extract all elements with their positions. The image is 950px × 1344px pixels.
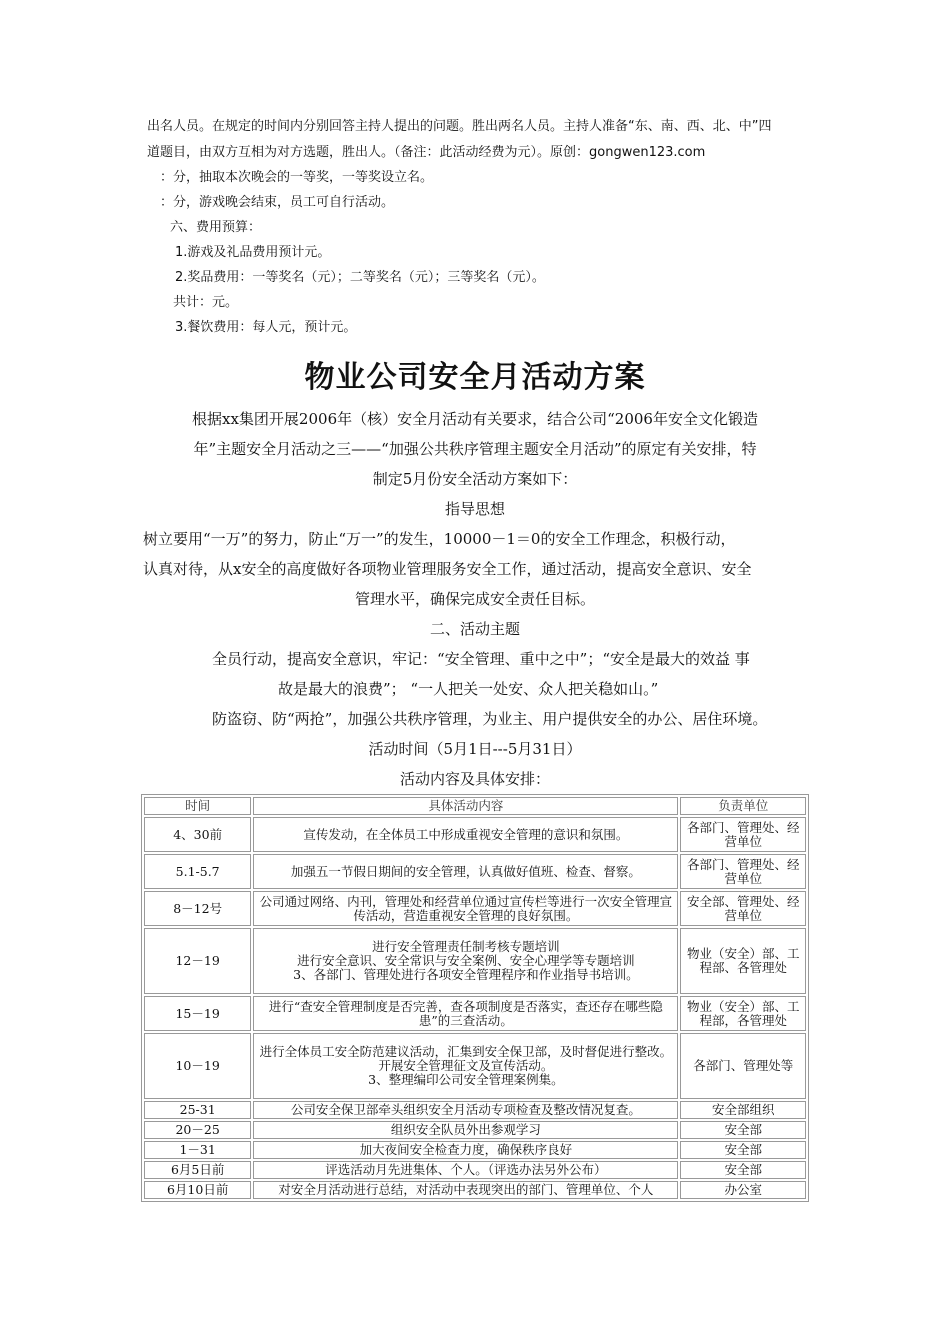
cell-unit: 各部门、管理处、经营单位	[680, 817, 806, 852]
cell-unit: 各部门、管理处、经营单位	[680, 854, 806, 889]
content-line: 3、整理编印公司安全管理案例集。	[368, 1072, 564, 1087]
table-row	[144, 928, 806, 994]
theme-line: 故是最大的浪费”； “一人把关一处安、众人把关稳如山。”	[278, 680, 659, 698]
section-heading: 二、活动主题	[429, 620, 520, 638]
table-row	[144, 817, 806, 852]
budget-item: 2.奖品费用：一等奖名（元）；二等奖名（元）；三等奖名（元）。	[175, 270, 545, 285]
column-header-unit: 负责单位	[680, 797, 806, 815]
table-row	[144, 1121, 806, 1139]
cell-content	[253, 1141, 678, 1159]
cell-time: 10－19	[144, 1033, 251, 1099]
cell-content	[253, 1181, 678, 1199]
table-row	[144, 854, 806, 889]
cell-time: 20－25	[144, 1121, 251, 1139]
cell-time: 8－12号	[144, 891, 251, 926]
content-line: 对安全月活动进行总结，对活动中表现突出的部门、管理单位、个人	[278, 1182, 654, 1197]
cell-time: 1－31	[144, 1141, 251, 1159]
cell-time: 25-31	[144, 1101, 251, 1119]
paragraph-line: 树立要用“一万”的努力，防止“万一”的发生，10000－1＝0的安全工作理念，积极行动，	[143, 530, 736, 548]
intro-line: 出名人员。在规定的时间内分别回答主持人提出的问题。胜出两名人员。主持人准备“东、南、西、北、中”四	[147, 119, 772, 134]
table-header-row	[144, 797, 806, 815]
table-caption: 活动内容及具体安排：	[399, 770, 550, 788]
cell-content	[253, 996, 678, 1031]
paragraph-line: 根据xx集团开展2006年（核）安全月活动有关要求，结合公司“2006年安全文化锻造	[192, 410, 758, 428]
intro-line: ：分，抽取本次晚会的一等奖，一等奖设立名。	[160, 170, 434, 185]
activity-time: 活动时间（5月1日---5月31日）	[368, 740, 582, 758]
budget-heading: 六、费用预算：	[170, 220, 262, 235]
cell-time: 4、30前	[144, 817, 251, 852]
section-heading: 指导思想	[444, 500, 505, 518]
cell-unit: 物业（安全）部、工程部、各管理处	[680, 928, 806, 994]
paragraph-line: 管理水平，确保完成安全责任目标。	[354, 590, 595, 608]
cell-content	[253, 928, 678, 994]
budget-item: 1.游戏及礼品费用预计元。	[175, 245, 331, 260]
content-line: 加大夜间安全检查力度，确保秩序良好	[359, 1142, 573, 1157]
table-row	[144, 1141, 806, 1159]
cell-unit: 安全部	[680, 1121, 806, 1139]
cell-content	[253, 854, 678, 889]
cell-content	[253, 1101, 678, 1119]
cell-unit: 办公室	[680, 1181, 806, 1199]
cell-unit: 安全部	[680, 1141, 806, 1159]
theme-line: 全员行动，提高安全意识，牢记：“安全管理、重中之中”；“安全是最大的效益 事	[212, 650, 750, 668]
column-header-time: 时间	[144, 797, 251, 815]
cell-time: 12－19	[144, 928, 251, 994]
cell-content	[253, 1033, 678, 1099]
cell-unit: 安全部	[680, 1161, 806, 1179]
table-row	[144, 1181, 806, 1199]
table-row	[144, 1033, 806, 1099]
content-line: 3、各部门、管理处进行各项安全管理程序和作业指导书培训。	[293, 967, 639, 982]
content-line: 公司安全保卫部牵头组织安全月活动专项检查及整改情况复查。	[290, 1102, 641, 1117]
cell-content	[253, 891, 678, 926]
theme-line: 防盗窃、防“两抢”，加强公共秩序管理，为业主、用户提供安全的办公、居住环境。	[212, 710, 768, 728]
table-row	[144, 891, 806, 926]
cell-unit: 安全部、管理处、经营单位	[680, 891, 806, 926]
table-row	[144, 1161, 806, 1179]
column-header-content: 具体活动内容	[253, 797, 678, 815]
content-line: 开展安全管理征文及宣传活动。	[378, 1058, 554, 1073]
document-title: 物业公司安全月活动方案	[304, 360, 646, 395]
content-line: 进行“查安全管理制度是否完善，查各项制度是否落实，查还存在哪些隐患”的三查活动。	[268, 998, 663, 1028]
content-line: 加强五一节假日期间的安全管理，认真做好值班、检查、督察。	[290, 863, 641, 879]
content-line: 进行安全意识、安全常识与安全案例、安全心理学等专题培训	[297, 953, 635, 968]
cell-content	[253, 1161, 678, 1179]
cell-content	[253, 817, 678, 852]
budget-total: 共计：元。	[173, 295, 239, 310]
paragraph-line: 年”主题安全月活动之三——“加强公共秩序管理主题安全月活动”的原定有关安排，特	[193, 440, 757, 458]
content-line: 公司通过网络、内刊，管理处和经营单位通过宣传栏等进行一次安全管理宣传活动，营造重视安全管理的良好氛围。	[259, 893, 673, 923]
content-line: 进行全体员工安全防范建议活动，汇集到安全保卫部，及时督促进行整改。	[259, 1044, 673, 1059]
intro-line: 道题目，由双方互相为对方选题，胜出人。（备注：此活动经费为元）。原创：gongwen123.com	[147, 145, 706, 160]
paragraph-line: 认真对待，从x安全的高度做好各项物业管理服务安全工作，通过活动，提高安全意识、安全	[143, 560, 752, 578]
content-line: 组织安全队员外出参观学习	[390, 1122, 541, 1137]
table-row	[144, 1101, 806, 1119]
content-line: 评选活动月先进集体、个人。（评选办法另外公布）	[325, 1162, 607, 1177]
cell-time: 6月5日前	[144, 1161, 251, 1179]
intro-line: ：分，游戏晚会结束，员工可自行活动。	[160, 195, 395, 210]
cell-content	[253, 1121, 678, 1139]
cell-time: 5.1-5.7	[144, 854, 251, 889]
paragraph-line: 制定5月份安全活动方案如下：	[372, 470, 578, 488]
cell-unit: 物业（安全）部、工程部，各管理处	[680, 996, 806, 1031]
budget-item: 3.餐饮费用：每人元，预计元。	[175, 320, 357, 335]
content-line: 宣传发动，在全体员工中形成重视安全管理的意识和氛围。	[303, 826, 629, 842]
cell-unit: 各部门、管理处等	[680, 1033, 806, 1099]
cell-unit: 安全部组织	[680, 1101, 806, 1119]
schedule-table	[141, 794, 809, 1202]
table-row	[144, 996, 806, 1031]
content-line: 进行安全管理责任制考核专题培训	[372, 939, 560, 954]
cell-time: 15－19	[144, 996, 251, 1031]
cell-time: 6月10日前	[144, 1181, 251, 1199]
